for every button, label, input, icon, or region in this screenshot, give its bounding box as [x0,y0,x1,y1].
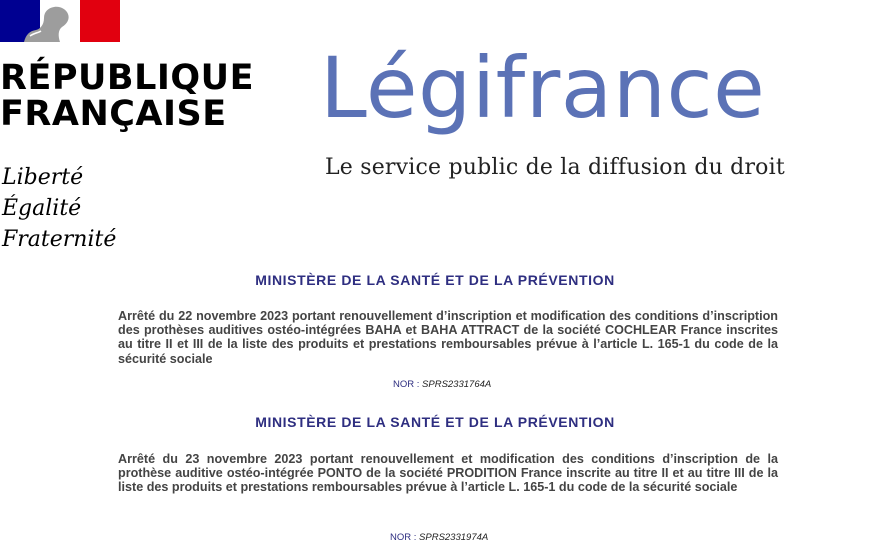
ministry-heading: MINISTÈRE DE LA SANTÉ ET DE LA PRÉVENTION [255,414,615,430]
republic-motto [2,162,116,255]
legifrance-logo-text[interactable]: Légifrance [320,39,766,137]
motto-egalite: Égalité [2,196,82,221]
republic-line-1: RÉPUBLIQUE [0,58,255,98]
republic-line-2: FRANÇAISE [0,94,227,134]
legifrance-tagline: Le service public de la diffusion du droit [325,155,785,180]
nor-value: SPRS2331974A [419,532,489,543]
nor-reference [393,379,491,390]
motto-liberte: Liberté [2,165,84,190]
ministry-heading: MINISTÈRE DE LA SANTÉ ET DE LA PRÉVENTION [255,272,615,288]
republique-francaise-title [0,60,254,132]
motto-fraternite: Fraternité [2,227,117,252]
nor-label: NOR : [393,379,420,390]
marianne-logo [0,0,120,42]
arrete-title[interactable]: Arrêté du 22 novembre 2023 portant renouvellement d’inscription et modification des conditions d’inscription des prothèses auditives ostéo-intégrées BAHA et BAHA ATTRACT de la société COCHLEAR France inscrites au titre II et III de la liste des produits et prestations remboursables prévue à l’article L. 165-1 du code de la sécurité sociale [118,309,778,366]
nor-value: SPRS2331764A [422,379,492,390]
nor-label: NOR : [390,532,417,543]
arrete-title[interactable]: Arrêté du 23 novembre 2023 portant renouvellement et modification des conditions d’inscription de la prothèse auditive ostéo-intégrée PONTO de la société PRODITION France inscrite au titre II et au titre III de la liste des produits et prestations remboursables prévue à l’article L. 165-1 du code de la sécurité sociale [118,452,778,495]
nor-reference [390,532,488,543]
